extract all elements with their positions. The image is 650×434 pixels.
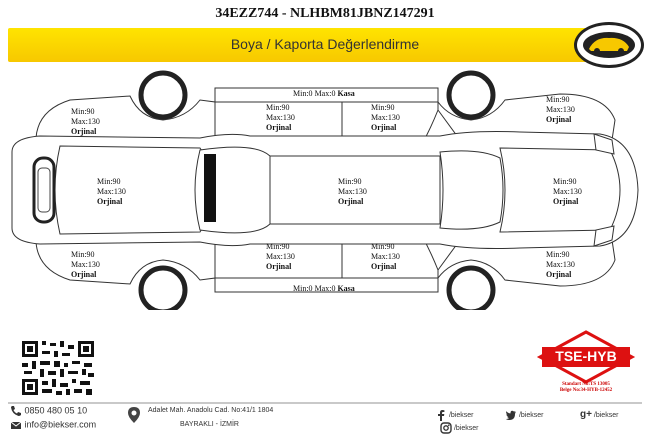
facebook-icon — [435, 409, 447, 421]
front-left-fender-label: Min:90 Max:130 Orjinal — [71, 107, 100, 136]
rear-left-door-label: Min:90 Max:130 Orjinal — [371, 103, 400, 132]
dashboard-bar — [204, 154, 216, 222]
rear-right-fender-label: Min:90 Max:130 Orjinal — [546, 250, 575, 279]
rear-left-fender-label: Min:90 Max:130 Orjinal — [546, 95, 575, 124]
banner-title: Boya / Kaporta Değerlendirme — [230, 36, 420, 52]
roof-bottom-label: Min:0 Max:0 Kasa — [293, 284, 355, 293]
phone-number: 0850 480 05 10 — [24, 405, 88, 416]
wheel-rear-right — [449, 268, 493, 310]
tse-logo-text: TSE-HYB — [555, 348, 617, 364]
hood-panel — [55, 146, 215, 234]
googleplus-link[interactable]: g+ /biekser — [580, 409, 619, 420]
tse-certificate — [536, 330, 636, 400]
address-line1: Adalet Mah. Anadolu Cad. No:41/1 1804 — [148, 407, 274, 414]
roof-top-label: Min:0 Max:0 Kasa — [293, 89, 355, 98]
instagram-link[interactable]: /biekser — [440, 422, 478, 434]
twitter-link[interactable]: /biekser — [505, 409, 543, 421]
front-right-fender-panel — [36, 242, 215, 284]
rear-window — [440, 151, 503, 229]
front-left-door-label: Min:90 Max:130 Orjinal — [266, 103, 295, 132]
phone-contact[interactable] — [10, 405, 87, 417]
instagram-icon — [440, 422, 452, 434]
roof-label: Min:90 Max:130 Orjinal — [338, 177, 367, 206]
facebook-link[interactable]: /biekser — [435, 409, 473, 421]
rear-right-door-label: Min:90 Max:130 Orjinal — [371, 242, 400, 271]
address-line2: BAYRAKLI - İZMİR — [180, 421, 239, 428]
google-plus-icon: g+ — [580, 409, 592, 420]
phone-icon — [10, 405, 22, 417]
location-icon — [128, 407, 140, 428]
wheel-front-left — [141, 73, 185, 117]
headlight — [38, 168, 50, 212]
email-address: info@biekser.com — [24, 419, 97, 430]
belge-no: Belge No:34-HYB-12452 — [559, 388, 613, 393]
standard-no: Standart No:TS 13005 — [562, 382, 610, 387]
page-title: 34EZZ744 - NLHBM81JBNZ147291 — [215, 6, 435, 21]
wheel-front-right — [141, 268, 185, 310]
trunk-label: Min:90 Max:130 Orjinal — [553, 177, 582, 206]
front-right-door-label: Min:90 Max:130 Orjinal — [266, 242, 295, 271]
qr-code-icon[interactable] — [20, 339, 96, 397]
car-icon — [574, 22, 644, 68]
mail-icon — [10, 419, 22, 431]
wheel-rear-left — [449, 73, 493, 117]
front-right-fender-label: Min:90 Max:130 Orjinal — [71, 250, 100, 279]
footer-divider — [8, 402, 642, 404]
section-banner — [8, 28, 642, 62]
twitter-icon — [505, 409, 517, 421]
front-left-fender-panel — [36, 96, 215, 138]
hood-label: Min:90 Max:130 Orjinal — [97, 177, 126, 206]
email-contact[interactable] — [10, 419, 96, 431]
